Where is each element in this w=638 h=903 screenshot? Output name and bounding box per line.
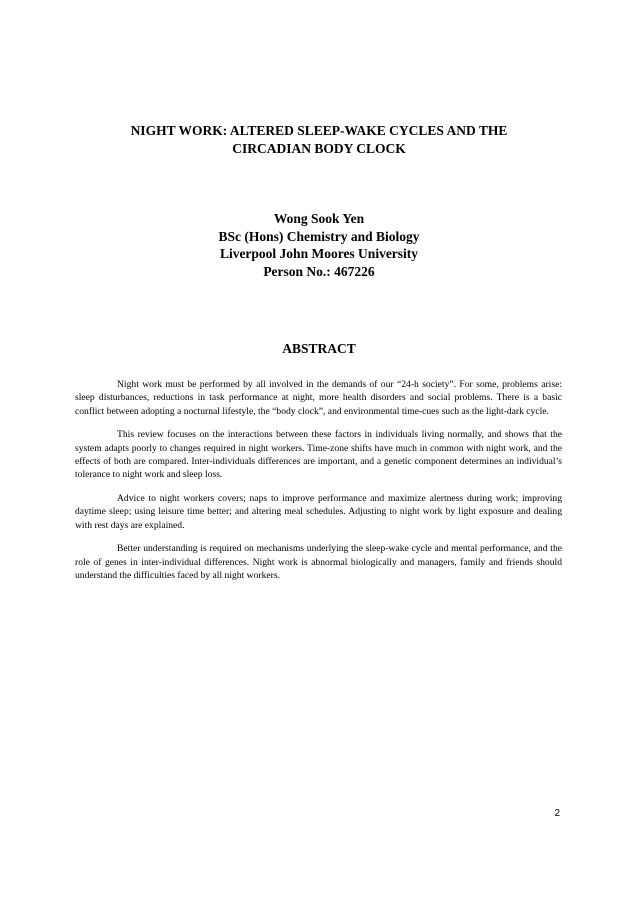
abstract-paragraph: Better understanding is required on mechanisms underlying the sleep-wake cycle and mental performance, and the role of genes in inter-individual differences. Night work is abnormal biologically and managers, family and friends should understand the difficulties faced by all night workers.: [75, 543, 562, 582]
author-block: [60, 210, 578, 280]
abstract-heading: ABSTRACT: [282, 341, 356, 356]
abstract-paragraph: Advice to night workers covers; naps to improve performance and maximize alertness during work; improving daytime sleep; using leisure time better; and altering meal schedules. Adjusting to night work by light exposure and dealing with rest days are explained.: [75, 493, 562, 531]
author-person-no: Person No.: 467226: [263, 263, 375, 279]
abstract-paragraph: Night work must be performed by all involved in the demands of our “24-h society”. For some, problems arise: sleep disturbances, reductions in task performance at night, more health disorders and social problems. There is a basic conflict between adopting a nocturnal lifestyle, the “body clock”, and environmental time-cues such as the light-dark cycle.: [75, 379, 562, 417]
title-line-2: CIRCADIAN BODY CLOCK: [232, 141, 406, 156]
page-number: 2: [554, 808, 560, 819]
abstract-body: [75, 378, 562, 593]
title-line-1: NIGHT WORK: ALTERED SLEEP-WAKE CYCLES AND THE: [130, 123, 508, 138]
abstract-paragraph: This review focuses on the interactions between these factors in individuals living normally, and shows that the system adapts poorly to changes required in night workers. Time-zone shifts have much in common with night work, and the effects of both are compared. Inter-individuals differences are important, and a genetic component determines an individual’s tolerance to night work and sleep loss.: [75, 429, 562, 481]
author-degree: BSc (Hons) Chemistry and Biology: [218, 228, 420, 244]
author-institution: Liverpool John Moores University: [219, 246, 419, 261]
author-name: Wong Sook Yen: [273, 211, 365, 226]
paper-title: [60, 122, 578, 158]
